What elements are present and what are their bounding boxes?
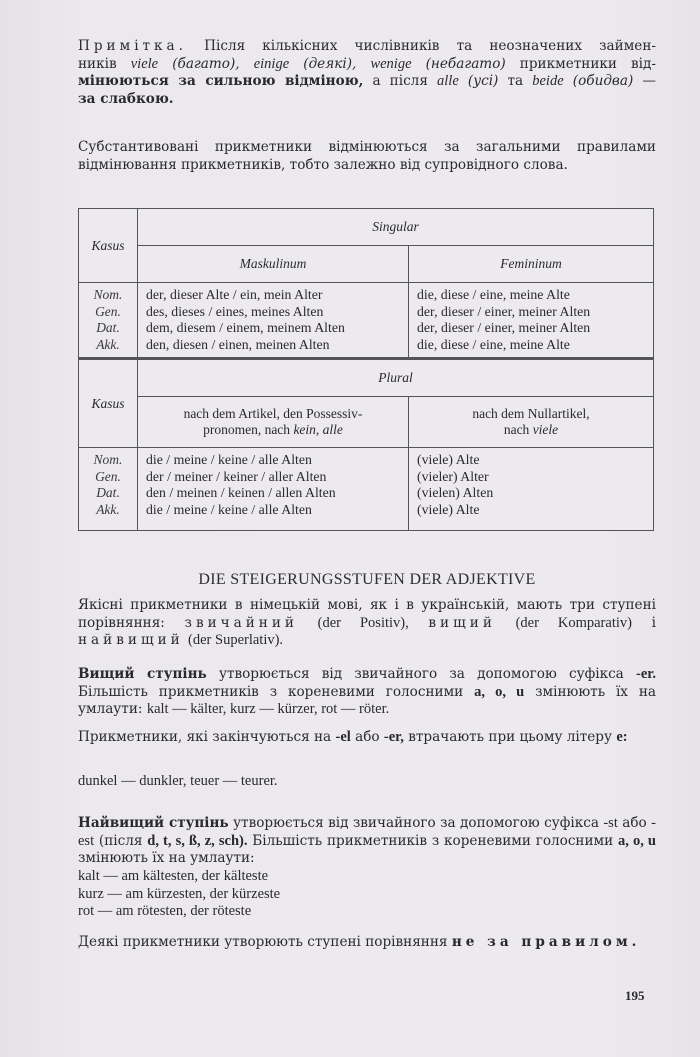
null-article-header (409, 397, 654, 448)
superlative-paragraph (78, 815, 656, 868)
term-positive-de: (der Positiv), (317, 614, 409, 631)
vowels: a, o, u (618, 832, 656, 849)
note-text: Після кількісних числівників та неозначених займен- (204, 38, 656, 54)
translation: (деякі), (303, 55, 357, 72)
letters: d, t, s, ß, z, sch). (147, 832, 248, 849)
paragraph-text: утворюється від звичайного за допомогою суфікса (218, 666, 624, 682)
header-italic: viele (532, 422, 559, 437)
maskulinum-header: Maskulinum (138, 246, 409, 283)
term-comparative: Вищий ступінь (78, 666, 207, 682)
case-label: Gen. (95, 303, 121, 319)
paragraph-text: (після (98, 832, 143, 849)
translation: (багато), (172, 55, 240, 72)
paragraph-text: або (355, 729, 380, 745)
paragraph-text: або (622, 815, 647, 831)
example-word: viele (130, 55, 159, 72)
form-cell: die, diese / eine, meine Alte (417, 287, 570, 302)
note-emphasis: за слабкою. (78, 90, 174, 107)
with-article-header (138, 397, 409, 448)
term-superlative: Найвищий ступінь (78, 815, 229, 831)
case-label: Gen. (95, 468, 121, 484)
paragraph-text: Більшість прикметників з кореневими голосними (252, 832, 614, 849)
term-positive: звичайний (184, 614, 298, 631)
form-cell: der, dieser / einer, meiner Alten (417, 303, 591, 319)
paragraph-text: змінюють їх на умлаути: (78, 850, 255, 866)
substantivized-paragraph (78, 139, 656, 174)
suffix: -st (603, 815, 618, 831)
note-text: ників (78, 55, 117, 72)
form-cell: (vieler) Alter (417, 468, 489, 484)
letter: e: (616, 729, 628, 745)
translation: (усі) (467, 73, 499, 89)
page-number: 195 (625, 988, 645, 1003)
declension-table (78, 208, 654, 531)
paragraph-text: Прикметники, які закінчуються на (78, 729, 332, 745)
example-word: wenige (370, 55, 412, 72)
example-line: kurz — am kürzesten, der kürzeste (78, 885, 281, 902)
case-label: Dat. (96, 485, 120, 500)
el-er-examples: dunkel — dunkler, teuer — teurer. (78, 773, 278, 789)
paragraph-text: Субстантивовані прикметники відмінюються за загальними правилами відмінювання прикметників, тобто залежно від супровідного слова. (78, 139, 656, 173)
intro-paragraph (78, 597, 656, 650)
paragraph-text: Більшість прикметників з кореневими голосними (78, 683, 464, 700)
form-cell: den / meinen / keinen / allen Alten (146, 485, 336, 500)
form-cell: (viele) Alte (417, 501, 480, 517)
suffix: -er, (383, 729, 404, 745)
form-cell: die / meine / keine / alle Alten (146, 452, 312, 467)
form-cell: des, dieses / eines, meines Alten (146, 303, 324, 319)
paragraph-text: Деякі прикметники утворюють ступені порівняння (78, 934, 448, 950)
paragraph-text: втрачають при цьому літеру (408, 729, 613, 745)
term-comparative: вищий (428, 614, 496, 631)
paragraph-text: змінюють їх на умлаути: (78, 683, 656, 717)
case-label: Dat. (96, 320, 120, 335)
header-italic: kein, alle (293, 422, 343, 437)
el-er-paragraph (78, 729, 656, 747)
superlative-examples (78, 868, 656, 921)
example-line: rot — am rötesten, der röteste (78, 903, 252, 919)
case-label: Nom. (93, 287, 123, 302)
note-label: Примітка. (78, 38, 187, 54)
note-emphasis: мінюються за сильною відміною, (78, 73, 364, 89)
note-text: та (507, 73, 524, 89)
maskulinum-forms (138, 283, 409, 359)
section-title: DIE STEIGERUNGSSTUFEN DER ADJEKTIVE (198, 571, 536, 588)
form-cell: die / meine / keine / alle Alten (146, 501, 312, 517)
plural-header: Plural (138, 359, 654, 397)
form-cell: (viele) Alte (417, 452, 480, 467)
suffix: -est (78, 815, 656, 849)
with-article-forms (138, 448, 409, 531)
examples: kalt — kälter, kurz — kürzer, rot — röter. (146, 701, 390, 717)
femininum-header: Femininum (409, 246, 654, 283)
form-cell: die, diese / eine, meine Alte (417, 336, 570, 352)
paragraph-text: Якісні прикметники в німецькій мові, як і в українській, мають три ступені порівняння: (78, 597, 656, 631)
singular-header: Singular (138, 209, 654, 246)
suffix: -el (335, 729, 351, 745)
note-text: а після (372, 73, 428, 89)
plural-cases (79, 448, 138, 531)
paragraph-text: утворюється від звичайного за допомогою суфікса (233, 815, 599, 831)
null-article-forms (409, 448, 654, 531)
note-text: прикметники від- (519, 55, 656, 72)
irregular-paragraph (78, 934, 656, 952)
form-cell: (vielen) Alten (417, 485, 494, 500)
form-cell: der, dieser Alte / ein, mein Alter (146, 287, 323, 302)
example-word: beide (532, 73, 564, 89)
femininum-forms (409, 283, 654, 359)
header-line: nach dem Nullartikel, (472, 406, 590, 421)
translation: (обидва) — (572, 73, 656, 89)
comparative-paragraph (78, 666, 656, 719)
term-comparative-de: (der Komparativ) (515, 614, 632, 631)
vowels: a, o, u (474, 683, 525, 700)
term-superlative-de: (der Superlativ). (188, 632, 284, 648)
suffix: -er. (636, 666, 656, 682)
term-superlative: найвищий (78, 632, 184, 648)
header-line: pronomen, nach (203, 422, 294, 437)
example-word: alle (437, 73, 459, 89)
case-label: Akk. (96, 501, 120, 517)
form-cell: der, dieser / einer, meiner Alten (417, 320, 591, 335)
note-paragraph (78, 38, 656, 108)
kasus-header: Kasus (79, 209, 138, 283)
header-line: nach dem Artikel, den Possessiv- (183, 406, 363, 421)
emphasis: не за правилом. (451, 934, 641, 950)
form-cell: der / meiner / keiner / aller Alten (146, 468, 327, 484)
case-label: Nom. (93, 452, 123, 467)
example-line: kalt — am kältesten, der kälteste (78, 868, 269, 884)
singular-cases (79, 283, 138, 359)
example-word: einige (253, 55, 290, 72)
case-label: Akk. (96, 336, 120, 352)
kasus-header: Kasus (79, 359, 138, 448)
translation: (небагато) (425, 55, 506, 72)
header-line: nach (503, 422, 533, 437)
form-cell: dem, diesem / einem, meinem Alten (146, 320, 345, 335)
form-cell: den, diesen / einen, meinen Alten (146, 336, 330, 352)
paragraph-text: і (651, 614, 656, 631)
